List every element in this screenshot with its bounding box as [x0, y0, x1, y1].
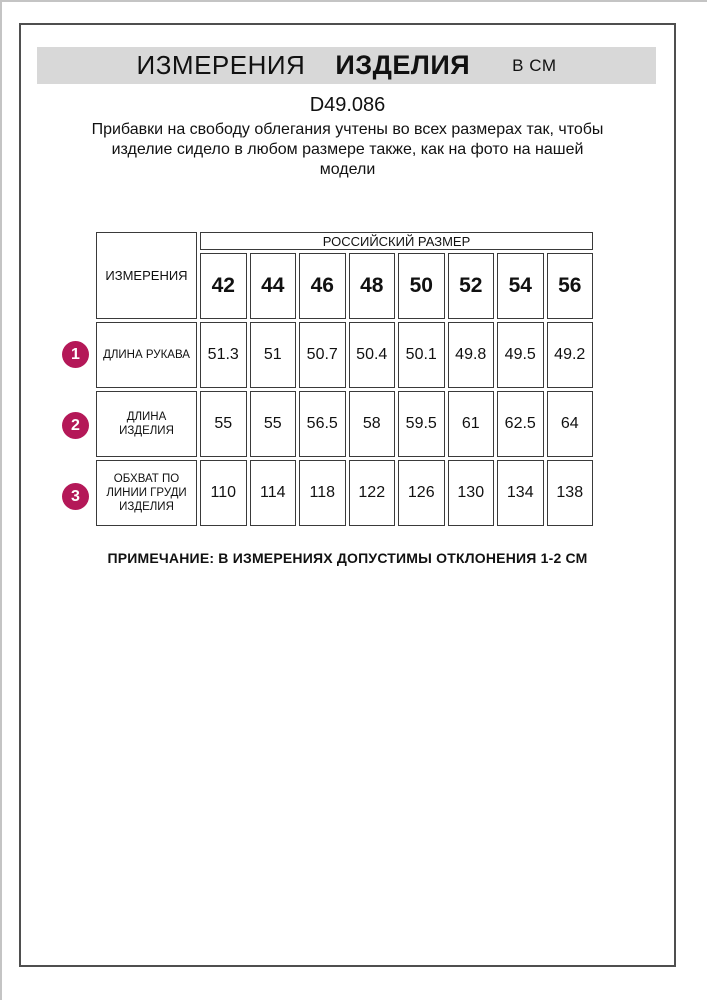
row-number-badge-3: 3 — [62, 483, 89, 510]
fit-description: Прибавки на свободу облегания учтены во всех размерах так, чтобы изделие сидело в любом размере также, как на фото на нашей модели — [91, 121, 604, 178]
header-title-measurements: ИЗМЕРЕНИЯ — [136, 50, 306, 80]
value-cell: 118 — [299, 460, 346, 526]
value-cell: 49.5 — [497, 322, 544, 388]
size-cell: 50 — [398, 253, 445, 319]
value-cell: 49.8 — [448, 322, 495, 388]
product-code: D49.086 — [309, 94, 386, 116]
size-table — [93, 229, 596, 529]
tolerance-note: ПРИМЕЧАНИЕ: В ИЗМЕРЕНИЯХ ДОПУСТИМЫ ОТКЛОНЕНИЯ 1-2 СМ — [107, 550, 588, 566]
size-cell: 56 — [547, 253, 594, 319]
size-cell: 48 — [349, 253, 396, 319]
size-table-wrapper — [93, 229, 596, 529]
value-cell: 58 — [349, 391, 396, 457]
table-row-sleeve-length — [96, 322, 593, 388]
value-cell: 55 — [250, 391, 297, 457]
value-cell: 50.7 — [299, 322, 346, 388]
value-cell: 61 — [448, 391, 495, 457]
value-cell: 110 — [200, 460, 247, 526]
table-row-item-length — [96, 391, 593, 457]
value-cell: 51.3 — [200, 322, 247, 388]
value-cell: 50.4 — [349, 322, 396, 388]
header-units: В СМ — [512, 55, 557, 75]
size-cell: 42 — [200, 253, 247, 319]
value-cell: 56.5 — [299, 391, 346, 457]
value-cell: 50.1 — [398, 322, 445, 388]
row-label: ОБХВАТ ПО ЛИНИИ ГРУДИ ИЗДЕЛИЯ — [96, 460, 197, 526]
size-cell: 46 — [299, 253, 346, 319]
size-cell: 52 — [448, 253, 495, 319]
value-cell: 51 — [250, 322, 297, 388]
size-cell: 54 — [497, 253, 544, 319]
row-number-badge-2: 2 — [62, 412, 89, 439]
value-cell: 122 — [349, 460, 396, 526]
value-cell: 64 — [547, 391, 594, 457]
value-cell: 130 — [448, 460, 495, 526]
header-band — [37, 47, 656, 84]
value-cell: 138 — [547, 460, 594, 526]
value-cell: 62.5 — [497, 391, 544, 457]
table-corner-label: ИЗМЕРЕНИЯ — [96, 232, 197, 319]
value-cell: 59.5 — [398, 391, 445, 457]
page-edge-top — [0, 0, 707, 2]
header-title-product: ИЗДЕЛИЯ — [335, 50, 471, 80]
value-cell: 55 — [200, 391, 247, 457]
page-edge-left — [0, 0, 2, 1000]
row-label: ДЛИНА ИЗДЕЛИЯ — [96, 391, 197, 457]
value-cell: 134 — [497, 460, 544, 526]
value-cell: 126 — [398, 460, 445, 526]
size-cell: 44 — [250, 253, 297, 319]
row-label: ДЛИНА РУКАВА — [96, 322, 197, 388]
value-cell: 114 — [250, 460, 297, 526]
table-row-chest-girth — [96, 460, 593, 526]
sheet-content — [19, 23, 676, 967]
value-cell: 49.2 — [547, 322, 594, 388]
row-number-badge-1: 1 — [62, 341, 89, 368]
table-group-header: РОССИЙСКИЙ РАЗМЕР — [200, 232, 593, 250]
